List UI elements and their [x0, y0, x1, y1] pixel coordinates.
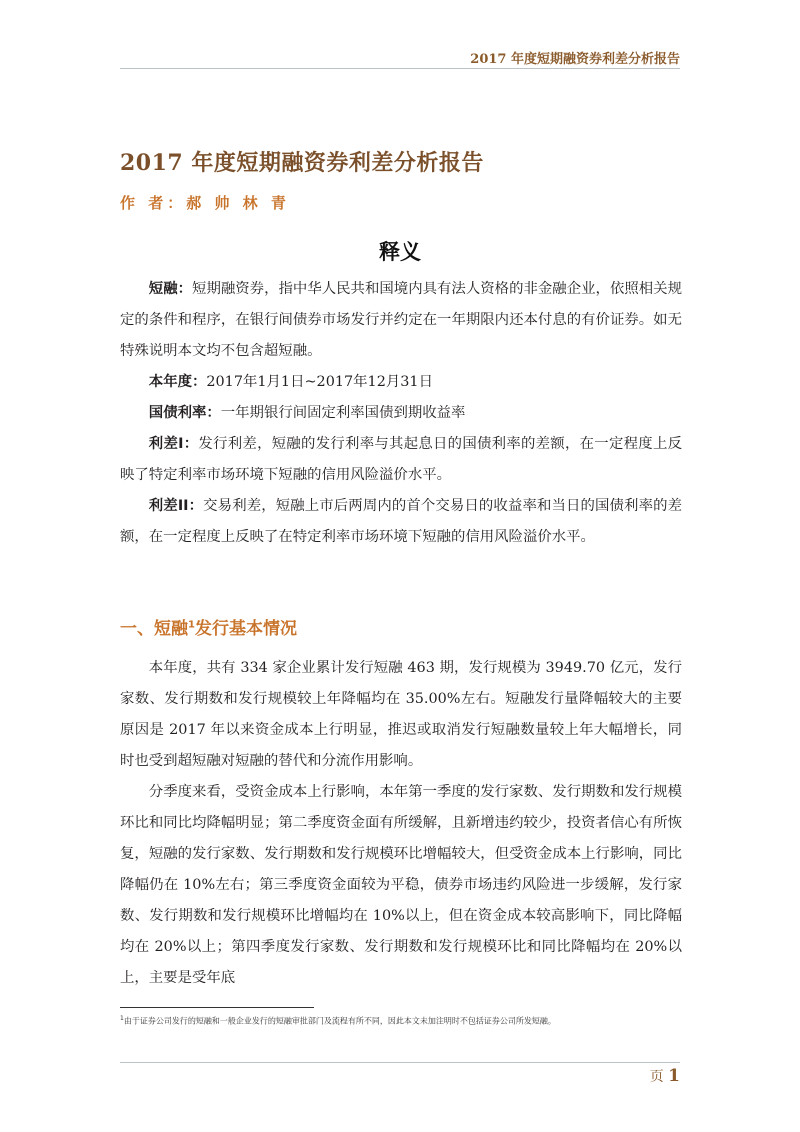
footnote-mark: 1 [120, 1015, 124, 1022]
page-label: 页 [649, 1069, 664, 1085]
definition-term: 利差II： [148, 498, 204, 514]
definition-text: 短期融资券，指中华人民共和国境内具有法人资格的非金融企业，依照相关规定的条件和程序，在银行间债券市场发行并约定在一年期限内还本付息的有价证券。如无特殊说明本文均不包含超短融。 [120, 281, 682, 359]
definition-text: 发行利差，短融的发行利率与其起息日的国债利率的差额，在一定程度上反映了特定利率市场环境下短融的信用风险溢价水平。 [120, 436, 682, 483]
header-rule [120, 68, 680, 69]
definition-text: 一年期银行间固定利率国债到期收益率 [220, 405, 466, 421]
running-header: 2017 年度短期融资券利差分析报告 [470, 52, 680, 67]
definition-spread-2 [120, 491, 682, 553]
definition-term: 国债利率： [148, 405, 221, 421]
footnote [120, 1013, 700, 1028]
page-number-value: 1 [668, 1066, 680, 1086]
section-1-heading: 一、短融$^1$发行基本情况 [120, 619, 297, 639]
footnote-ref: 1 [188, 619, 195, 631]
definition-term: 本年度： [148, 374, 207, 390]
page-number [650, 1066, 680, 1086]
definition-text: 2017年1月1日~2017年12月31日 [206, 374, 433, 390]
authors: 作 者：郝 帅 林 青 [120, 194, 290, 212]
section-1-paragraph: 本年度，共有 334 家企业累计发行短融 463 期，发行规模为 3949.70 亿元，发行家数、发行期数和发行规模较上年降幅均在 35.00%左右。短融发行量降幅较大的主要原因是 2017 年以来资金成本上行明显，推迟或取消发行短融数量较上年大幅增长，同时也受到超短融对短融的替代和分流作用影响。 [120, 660, 682, 769]
definition-treasury-rate [120, 398, 682, 429]
footnote-text: 由于证券公司发行的短融和一般企业发行的短融审批部门及流程有所不同，因此本文未加注明时不包括证券公司所发短融。 [123, 1016, 556, 1026]
section-1-paragraph: 分季度来看，受资金成本上行影响，本年第一季度的发行家数、发行期数和发行规模环比和同比均降幅明显；第二季度资金面有所缓解，且新增违约较少，投资者信心有所恢复，短融的发行家数、发行期数和发行规模环比增幅较大，但受资金成本上行影响，同比降幅仍在 10%左右；第三季度资金面较为平稳，债券市场违约风险进一步缓解，发行家数、发行期数和发行规模环比增幅均在 10%以上，但在资金成本较高影响下，同比降幅均在 20%以上；第四季度发行家数、发行期数和发行规模环比和同比降幅均在 20%以上，主要是受年底 [120, 784, 682, 986]
definition-spread-1 [120, 429, 682, 491]
footnote-rule [120, 1007, 314, 1008]
document-title: 2017 年度短期融资券利差分析报告 [120, 150, 484, 176]
definitions-heading: 释义 [379, 240, 421, 264]
definition-term: 短融： [148, 281, 193, 297]
definition-text: 交易利差，短融上市后两周内的首个交易日的收益率和当日的国债利率的差额，在一定程度上反映了在特定利率市场环境下短融的信用风险溢价水平。 [120, 498, 682, 545]
footer-rule [120, 1062, 680, 1063]
definition-this-year [120, 367, 682, 398]
definition-short-term-bond [120, 274, 682, 367]
definition-term: 利差I： [148, 436, 199, 452]
